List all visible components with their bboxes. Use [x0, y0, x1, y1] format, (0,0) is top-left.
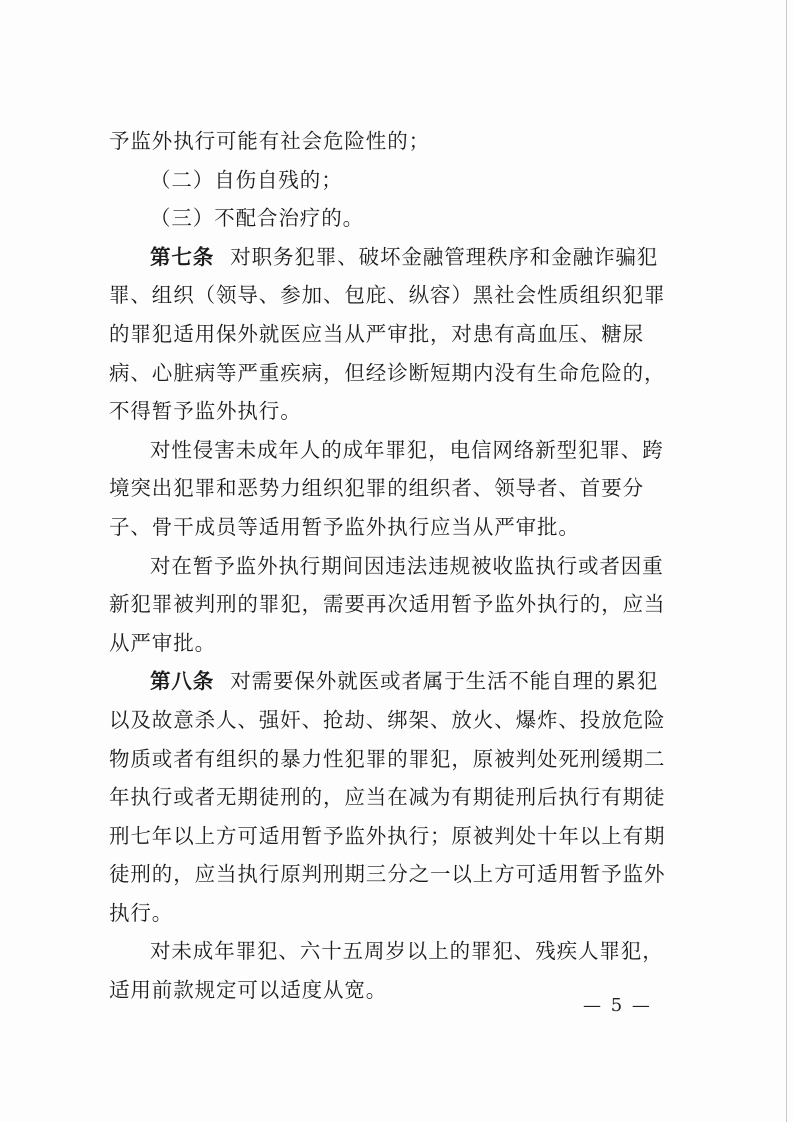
article-7-first-line: [109, 238, 693, 277]
text-line: 新犯罪被判刑的罪犯，需要再次适用暂予监外执行的，应当: [109, 592, 666, 617]
text-line: 对未成年罪犯、六十五周岁以上的罪犯、残疾人罪犯，: [150, 939, 664, 964]
document-body: [109, 122, 693, 1010]
text-line: 物质或者有组织的暴力性犯罪的罪犯，原被判处死刑缓期二: [109, 746, 666, 771]
text-line: 予监外执行可能有社会危险性的；: [109, 129, 430, 153]
text-line: 不得暂予监外执行。: [109, 399, 302, 424]
text-line: 境突出犯罪和恶势力组织犯罪的组织者、领导者、首要分: [109, 476, 644, 501]
text-line: 适用前款规定可以适度从宽。: [109, 978, 388, 1003]
page-edge-line: [786, 0, 787, 1122]
text-line: 年执行或者无期徒刑的，应当在减为有期徒刑后执行有期徒: [109, 785, 666, 810]
text-line: （二）自伤自残的；: [150, 167, 343, 192]
text-line: （三）不配合治疗的。: [150, 206, 364, 231]
article-8-title: 第八条: [150, 669, 215, 694]
text-line: 从严审批。: [109, 630, 216, 655]
text-line: 病、心脏病等严重疾病，但经诊断短期内没有生命危险的，: [109, 360, 666, 385]
text-line: 子、骨干成员等适用暂予监外执行应当从严审批。: [109, 514, 580, 539]
text-line: 对在暂予监外执行期间因违法违规被收监执行或者因重: [150, 553, 664, 578]
article-8-first-line: [109, 662, 693, 701]
text-line: 的罪犯适用保外就医应当从严审批，对患有高血压、糖尿: [109, 321, 644, 346]
text-line: 以及故意杀人、强奸、抢劫、绑架、放火、爆炸、投放危险: [109, 707, 666, 732]
text-line: 刑七年以上方可适用暂予监外执行；原被判处十年以上有期: [109, 823, 666, 848]
article-7-title: 第七条: [150, 244, 215, 269]
text-line: 徒刑的，应当执行原判刑期三分之一以上方可适用暂予监外: [109, 862, 666, 887]
text-line: 执行。: [109, 900, 174, 925]
article-7-text: 对职务犯罪、破坏金融管理秩序和金融诈骗犯: [230, 244, 659, 269]
text-line: 罪、组织（领导、参加、包庇、纵容）黑社会性质组织犯罪: [109, 283, 666, 308]
article-8-text: 对需要保外就医或者属于生活不能自理的累犯: [230, 669, 659, 694]
page-number: — 5 —: [583, 995, 652, 1016]
text-line: 对性侵害未成年人的成年罪犯，电信网络新型犯罪、跨: [150, 437, 664, 462]
